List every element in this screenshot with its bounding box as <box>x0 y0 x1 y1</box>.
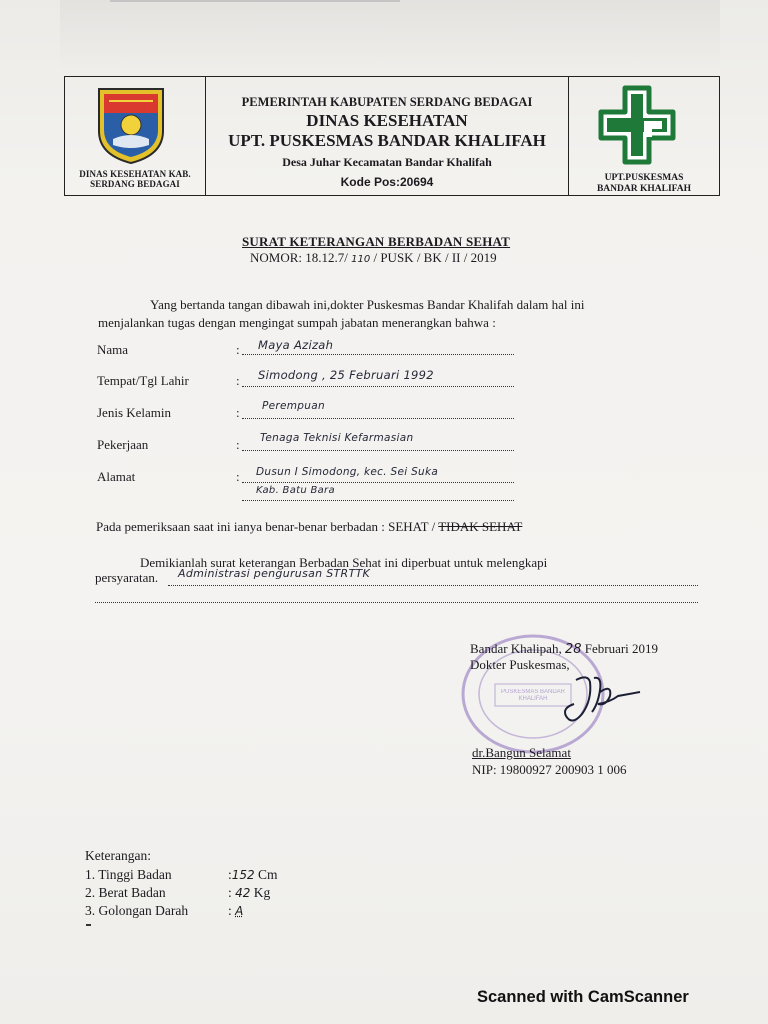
field-colon: : <box>236 437 240 452</box>
signature-place-date <box>470 641 658 657</box>
field-label-tempat-tgl-lahir: Tempat/Tgl Lahir <box>97 373 189 388</box>
blood-type-value: A <box>235 904 244 918</box>
fill-line <box>242 386 514 387</box>
right-caption-line: BANDAR KHALIFAH <box>596 184 692 194</box>
notes-item-label: 3. Golongan Darah <box>85 903 189 918</box>
field-colon: : <box>236 469 240 484</box>
signatory-name: dr.Bangun Selamat <box>472 745 571 760</box>
number-handwritten: 110 <box>351 254 371 265</box>
closing-statement: Demikianlah surat keterangan Berbadan Sehat ini diperbuat untuk melengkapi <box>140 555 548 570</box>
requirement-label: persyaratan. <box>95 570 159 585</box>
fill-line <box>168 585 698 586</box>
handwritten-signature-icon <box>548 670 648 730</box>
weight-unit: Kg <box>253 885 271 900</box>
intro-line <box>98 296 668 314</box>
requirement-value: Administrasi pengurusan STRTTK <box>178 567 371 580</box>
health-statement <box>96 519 522 535</box>
document-number <box>250 250 497 266</box>
signature-role: Dokter Puskesmas, <box>470 657 570 672</box>
right-caption-line: UPT.PUSKESMAS <box>604 173 684 183</box>
signature-day: 28 <box>564 642 582 657</box>
number-suffix: / PUSK / BK / II / 2019 <box>373 250 497 265</box>
fill-line <box>242 354 514 355</box>
scan-shadow <box>60 0 720 70</box>
field-colon: : <box>236 373 240 388</box>
letterhead-institution: UPT. PUSKESMAS BANDAR KHALIFAH <box>228 131 546 150</box>
intro-text: Yang bertanda tangan dibawah ini,dokter Puskesmas Bandar Khalifah dalam hal ini <box>150 297 585 312</box>
letterhead-left-caption <box>65 169 205 189</box>
left-caption-line: DINAS KESEHATAN KAB. <box>79 169 191 179</box>
number-prefix: NOMOR: 18.12.7/ <box>250 250 348 265</box>
field-value-tempat-tgl-lahir: Simodong , 25 Februari 1992 <box>258 368 434 382</box>
letterhead-postcode: Kode Pos:20694 <box>340 175 434 189</box>
letterhead-right-caption <box>569 173 719 195</box>
fill-line <box>242 500 514 501</box>
struck-option: TIDAK SEHAT <box>438 519 523 534</box>
intro-paragraph <box>98 296 668 332</box>
notes-item-value: :152 Cm <box>228 867 278 882</box>
fill-line <box>242 450 514 451</box>
notes-item-value: : 42 Kg <box>228 885 271 900</box>
height-unit: Cm <box>258 867 278 882</box>
notes-item-value: : A <box>228 903 244 918</box>
serdang-bedagai-crest-icon <box>95 85 167 165</box>
health-statement-text: Pada pemeriksaan saat ini ianya benar-benar berbadan : SEHAT / <box>96 519 436 534</box>
field-colon: : <box>236 405 240 420</box>
document-title: SURAT KETERANGAN BERBADAN SEHAT <box>242 234 511 249</box>
field-label-pekerjaan: Pekerjaan <box>97 437 149 452</box>
field-label-jenis-kelamin: Jenis Kelamin <box>97 405 172 420</box>
letterhead-address: Desa Juhar Kecamatan Bandar Khalifah <box>282 155 492 169</box>
stamp-text: PUSKESMAS BANDAR KHALIFAH <box>500 689 566 702</box>
field-colon: : <box>236 342 240 357</box>
notes-item-label: 1. Tinggi Badan <box>85 867 172 882</box>
field-value-alamat: Dusun I Simodong, kec. Sei Suka <box>256 466 439 478</box>
letterhead-center <box>206 77 568 195</box>
field-value-jenis-kelamin: Perempuan <box>262 400 325 412</box>
green-cross-icon <box>598 85 676 165</box>
fill-line <box>242 482 514 483</box>
intro-line: menjalankan tugas dengan mengingat sumpah jabatan menerangkan bahwa : <box>98 315 496 330</box>
weight-value: 42 <box>235 886 251 900</box>
height-value: 152 <box>231 868 255 882</box>
fill-line <box>95 602 698 603</box>
field-label-nama: Nama <box>97 342 129 357</box>
letterhead <box>64 76 720 196</box>
field-label-alamat: Alamat <box>97 469 136 484</box>
camscanner-watermark: Scanned with CamScanner <box>477 988 689 1006</box>
field-value-alamat-line2: Kab. Batu Bara <box>256 485 335 496</box>
field-value-pekerjaan: Tenaga Teknisi Kefarmasian <box>260 432 414 444</box>
signature-place: Bandar Khalipah, <box>470 641 562 656</box>
field-value-nama: Maya Azizah <box>258 338 334 352</box>
letterhead-government: PEMERINTAH KABUPATEN SERDANG BEDAGAI <box>241 95 533 109</box>
left-caption-line: SERDANG BEDAGAI <box>90 179 180 189</box>
signatory-nip: NIP: 19800927 200903 1 006 <box>472 762 627 777</box>
notes-item-label: 2. Berat Badan <box>85 885 166 900</box>
letterhead-department: DINAS KESEHATAN <box>306 111 468 130</box>
signature-month-year: Februari 2019 <box>584 641 659 656</box>
notes-title: Keterangan: <box>85 848 151 863</box>
fill-line <box>242 418 514 419</box>
bullet-dash <box>86 924 91 926</box>
